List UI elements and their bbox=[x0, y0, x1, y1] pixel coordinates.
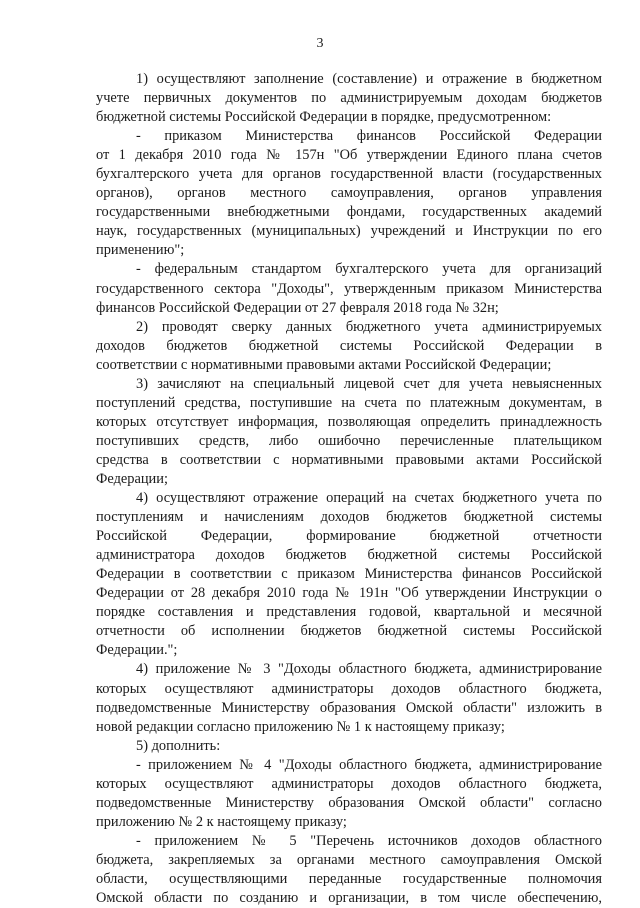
text-line: 1) осуществляют заполнение (составление) и отражение в бюджетном bbox=[136, 71, 602, 87]
text-line: применению"; bbox=[96, 242, 185, 259]
text-line: 3) зачисляют на специальный лицевой счет для учета невыясненных bbox=[136, 375, 602, 392]
text-line: администратора доходов бюджетов бюджетной системы Российской bbox=[96, 547, 602, 564]
text-line: Омской области по созданию и организации, в том числе обеспечению, bbox=[96, 890, 602, 907]
text-line: - приложением № 5 "Перечень источников доходов областного bbox=[136, 832, 602, 849]
text-line: поступлениям и начислениям доходов бюджетов бюджетной системы bbox=[96, 509, 602, 526]
text-line: от 1 декабря 2010 года № 157н "Об утверждении Единого плана счетов bbox=[96, 147, 602, 164]
text-line: приложению № 2 к настоящему приказу; bbox=[96, 813, 347, 830]
text-line: бухгалтерского учета для органов государственной власти (государственных bbox=[96, 166, 602, 183]
text-line: Федерации; bbox=[96, 470, 168, 487]
text-line: Федерации."; bbox=[96, 642, 178, 659]
text-line: Российской Федерации, формирование бюджетной отчетности bbox=[96, 528, 602, 545]
text-line: учете первичных документов по администрируемым доходам бюджетов bbox=[96, 90, 602, 107]
text-line: 4) приложение № 3 "Доходы областного бюджета, администрирование bbox=[136, 661, 602, 678]
paragraph-1 bbox=[96, 70, 602, 127]
text-line: поступлений средства, поступившие на счета по платежным документам, в bbox=[96, 394, 602, 411]
text-line: соответствии с нормативными правовыми актами Российской Федерации; bbox=[96, 356, 552, 373]
text-line: - федеральным стандартом бухгалтерского учета для организаций bbox=[136, 261, 602, 278]
paragraph-2 bbox=[96, 318, 602, 375]
text-line: области, осуществляющими переданные государственные полномочия bbox=[96, 870, 602, 887]
text-line: государственными внебюджетными фондами, государственных академий bbox=[96, 204, 602, 221]
text-line: новой редакции согласно приложению № 1 к настоящему приказу; bbox=[96, 718, 505, 735]
text-line: отчетности об исполнении бюджетов бюджетной системы Российской bbox=[96, 623, 602, 640]
text-line: - приказом Министерства финансов Российской Федерации bbox=[136, 128, 602, 145]
text-line: государственного сектора "Доходы", утвержденным приказом Министерства bbox=[96, 280, 602, 297]
text-line: бюджета, закрепляемых за органами местного самоуправления Омской bbox=[96, 851, 602, 868]
paragraph-federal-standard bbox=[96, 260, 602, 317]
text-line: органов), органов местного самоуправления, органов управления bbox=[96, 185, 602, 202]
text-line: финансов Российской Федерации от 27 февраля 2018 года № 32н; bbox=[96, 299, 499, 316]
text-line: доходов бюджетов бюджетной системы Российской Федерации в bbox=[96, 337, 602, 354]
paragraph-order-157n bbox=[96, 127, 602, 260]
text-line: Федерации в соответствии с приказом Министерства финансов Российской bbox=[96, 566, 602, 583]
text-line: бюджетной системы Российской Федерации в порядке, предусмотренном: bbox=[96, 109, 552, 126]
document-body bbox=[96, 70, 602, 908]
text-line: средства в соответствии с нормативными правовыми актами Российской bbox=[96, 451, 602, 468]
text-line: 4) осуществляют отражение операций на счетах бюджетного учета по bbox=[136, 490, 602, 507]
text-line: поступивших средств, либо ошибочно перечисленные плательщиком bbox=[96, 432, 602, 449]
paragraph-3 bbox=[96, 375, 602, 489]
text-line: наук, государственных (муниципальных) учреждений и Инструкции по его bbox=[96, 223, 602, 240]
page-number: 3 bbox=[316, 36, 324, 51]
text-line: которых осуществляют администраторы доходов областного бюджета, bbox=[96, 680, 602, 697]
text-line: Федерации от 28 декабря 2010 года № 191н "Об утверждении Инструкции о bbox=[96, 585, 602, 602]
paragraph-appendix-3 bbox=[96, 660, 602, 736]
text-line: порядке составления и представления годовой, квартальной и месячной bbox=[96, 604, 602, 621]
text-line: 5) дополнить: bbox=[136, 737, 221, 754]
paragraph-appendix-4 bbox=[96, 756, 602, 832]
paragraph-4 bbox=[96, 489, 602, 660]
paragraph-5 bbox=[96, 737, 602, 756]
text-line: подведомственные Министерству образования Омской области" изложить в bbox=[96, 699, 602, 716]
paragraph-appendix-5 bbox=[96, 832, 602, 908]
text-line: которых отсутствует информация, позволяющая определить принадлежность bbox=[96, 413, 602, 430]
text-line: подведомственные Министерству образования Омской области" согласно bbox=[96, 794, 602, 811]
text-line: - приложением № 4 "Доходы областного бюджета, администрирование bbox=[136, 756, 602, 773]
text-line: которых осуществляют администраторы доходов областного бюджета, bbox=[96, 775, 602, 792]
text-line: 2) проводят сверку данных бюджетного учета администрируемых bbox=[136, 318, 602, 335]
